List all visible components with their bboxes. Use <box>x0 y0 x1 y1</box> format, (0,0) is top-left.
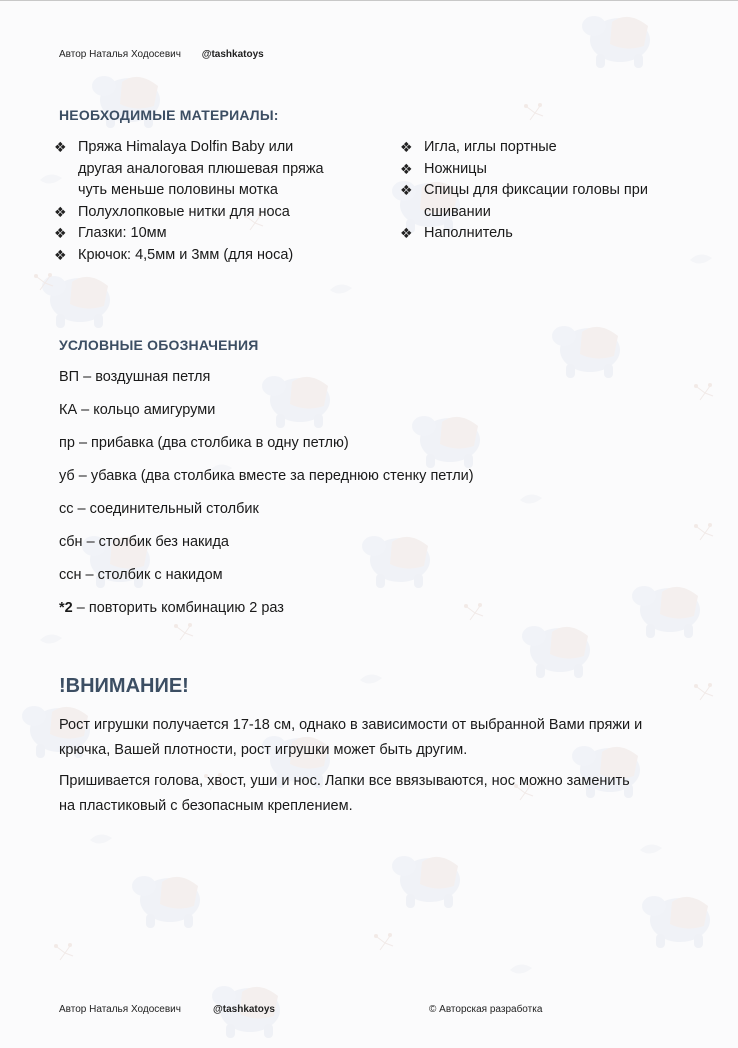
bullet-icon: ❖ <box>400 182 413 198</box>
legend-item: сбн – столбик без накида <box>59 534 229 550</box>
materials-list-right <box>400 137 690 245</box>
footer-copyright: © Авторская разработка <box>429 1004 543 1015</box>
list-item: ❖ Ножницы <box>400 159 690 181</box>
list-item: ❖ Пряжа Himalaya Dolfin Baby или другая аналоговая плюшевая пряжа чуть меньше половины мотка <box>54 139 324 198</box>
legend-heading: УСЛОВНЫЕ ОБОЗНАЧЕНИЯ <box>59 337 259 353</box>
legend-item: уб – убавка (два столбика вместе за переднюю стенку петли) <box>59 468 474 484</box>
list-item: ❖ Спицы для фиксации головы при сшивании <box>400 182 648 220</box>
footer-author: Автор Наталья Ходосевич <box>59 1004 181 1015</box>
footer-handle: @tashkatoys <box>213 1004 275 1015</box>
header-handle: @tashkatoys <box>201 49 264 60</box>
legend-item: пр – прибавка (два столбика в одну петлю) <box>59 435 349 451</box>
list-item: ❖ Игла, иглы портные <box>400 137 690 159</box>
page-footer <box>59 1004 699 1015</box>
bullet-icon: ❖ <box>400 139 413 155</box>
bullet-icon: ❖ <box>54 203 67 220</box>
legend-item <box>59 600 284 616</box>
list-item: ❖ Наполнитель <box>400 223 690 245</box>
bullet-icon: ❖ <box>400 225 413 241</box>
legend-item-bold: *2 <box>59 600 73 616</box>
attention-paragraph: Пришивается голова, хвост, уши и нос. Лапки все ввязываются, нос можно заменить на пластиковый с безопасным креплением. <box>59 773 630 814</box>
list-item: ❖ Глазки: 10мм <box>54 223 354 245</box>
legend-item: ВП – воздушная петля <box>59 369 211 385</box>
bullet-icon: ❖ <box>54 246 67 263</box>
page-header <box>59 49 264 60</box>
materials-list-left <box>54 137 354 266</box>
legend-item: КА – кольцо амигуруми <box>59 402 216 418</box>
legend-item-text: – повторить комбинацию 2 раз <box>72 600 284 616</box>
legend-item: сс – соединительный столбик <box>59 501 259 517</box>
legend-item: ссн – столбик с накидом <box>59 567 223 583</box>
attention-paragraph: Рост игрушки получается 17-18 см, однако в зависимости от выбранной Вами пряжи и крючка, Вашей плотности, рост игрушки может быть другим. <box>59 717 643 758</box>
list-item: ❖ Полухлопковые нитки для носа <box>54 202 354 224</box>
header-author: Автор Наталья Ходосевич <box>59 49 181 60</box>
bullet-icon: ❖ <box>54 225 67 241</box>
attention-heading: !ВНИМАНИЕ! <box>59 675 189 697</box>
bullet-icon: ❖ <box>54 139 67 155</box>
materials-heading: НЕОБХОДИМЫЕ МАТЕРИАЛЫ: <box>59 107 279 123</box>
list-item: ❖ Крючок: 4,5мм и 3мм (для носа) <box>54 245 354 267</box>
bullet-icon: ❖ <box>400 160 413 177</box>
